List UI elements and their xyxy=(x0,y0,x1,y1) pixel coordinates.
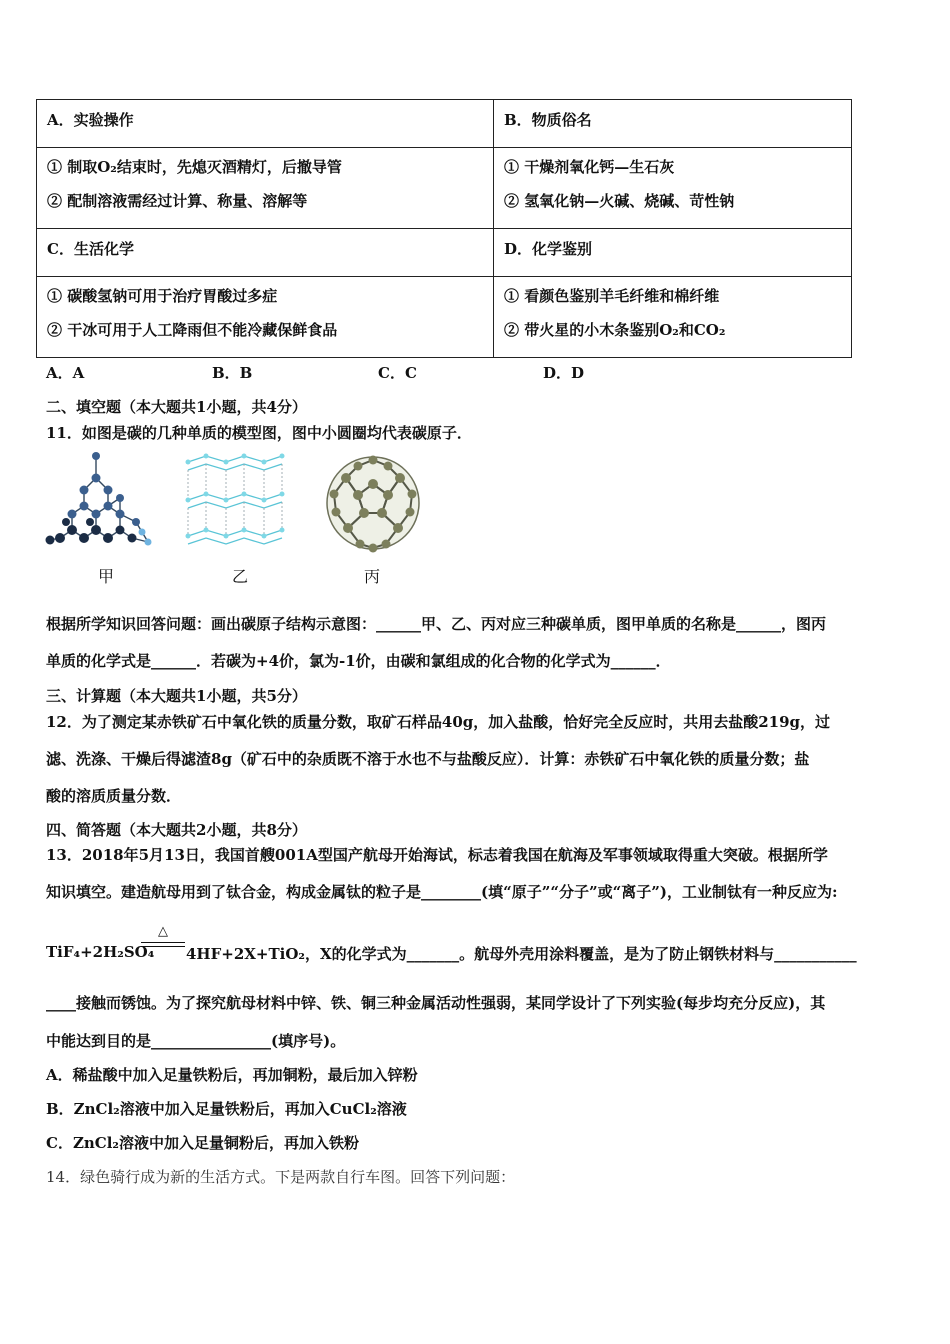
q13-option-a: A．稀盐酸中加入足量铁粉后，再加铜粉，最后加入锌粉 xyxy=(46,1066,418,1084)
option-a-header: A．实验操作 xyxy=(37,100,494,148)
q13-equation-left: TiF₄+2H₂SO₄ xyxy=(46,943,155,961)
caption-jia: 甲 xyxy=(98,567,115,586)
option-c-header: C．生活化学 xyxy=(37,229,494,277)
graphite-model-figure xyxy=(180,448,290,558)
q13-equation-right: 4HF+2X+TiO₂，X的化学式为_______。航母外壳用涂料覆盖，是为了防止钢铁材料与___________ xyxy=(186,945,857,963)
heat-condition-symbol: △ xyxy=(158,924,168,939)
diamond-model-figure xyxy=(44,448,154,558)
option-d-header: D．化学鉴别 xyxy=(494,229,852,277)
section-heading-short-answer: 四、简答题（本大题共2小题，共8分） xyxy=(46,821,307,839)
choice-d: D．D xyxy=(543,364,585,382)
option-c-body: ① 碳酸氢钠可用于治疗胃酸过多症 ② 干冰可用于人工降雨但不能冷藏保鲜食品 xyxy=(37,277,494,358)
option-d-body: ① 看颜色鉴别羊毛纤维和棉纤维 ② 带火星的小木条鉴别O₂和CO₂ xyxy=(494,277,852,358)
options-table xyxy=(36,99,852,358)
section-heading-calculation: 三、计算题（本大题共1小题，共5分） xyxy=(46,687,307,705)
q13-line2: 知识填空。建造航母用到了钛合金，构成金属钛的粒子是________(填“原子”“分子”或“离子”)，工业制钛有一种反应为: xyxy=(46,883,838,901)
option-a-body: ① 制取O₂结束时，先熄灭酒精灯，后撤导管 ② 配制溶液需经过计算、称量、溶解等 xyxy=(37,148,494,229)
q13-line5: 中能达到目的是________________(填序号)。 xyxy=(46,1032,346,1050)
option-b-header: B．物质俗名 xyxy=(494,100,852,148)
q11-question-line1: 根据所学知识回答问题：画出碳原子结构示意图：______甲、乙、丙对应三种碳单质，图甲单质的名称是______，图丙 xyxy=(46,615,827,633)
q13-option-b: B．ZnCl₂溶液中加入足量铁粉后，再加入CuCl₂溶液 xyxy=(46,1100,407,1118)
q13-line4: ____接触而锈蚀。为了探究航母材料中锌、铁、铜三种金属活动性强弱，某同学设计了下列实验(每步均充分反应)，其 xyxy=(46,994,826,1012)
c60-model-figure xyxy=(318,448,428,558)
choice-c: C．C xyxy=(378,364,417,382)
q12-line1: 12．为了测定某赤铁矿石中氧化铁的质量分数，取矿石样品40g，加入盐酸，恰好完全反应时，共用去盐酸219g，过 xyxy=(46,713,831,731)
q13-line1: 13．2018年5月13日，我国首艘001A型国产航母开始海试，标志着我国在航海及军事领域取得重大突破。根据所学 xyxy=(46,846,828,864)
q12-line3: 酸的溶质质量分数． xyxy=(46,787,182,805)
q14-stem: 14．绿色骑行成为新的生活方式。下是两款自行车图。回答下列问题： xyxy=(46,1168,516,1186)
q12-line2: 滤、洗涤、干燥后得滤渣8g（矿石中的杂质既不溶于水也不与盐酸反应）．计算：赤铁矿石中氧化铁的质量分数；盐 xyxy=(46,750,810,768)
q11-stem: 11．如图是碳的几种单质的模型图，图中小圆圈均代表碳原子． xyxy=(46,424,472,442)
q11-question-line2: 单质的化学式是______．若碳为+4价，氯为-1价，由碳和氯组成的化合物的化学式为______． xyxy=(46,652,671,670)
caption-yi: 乙 xyxy=(232,567,249,586)
choice-b: B．B xyxy=(212,364,253,382)
reaction-arrow xyxy=(141,942,185,947)
section-heading-fill-in: 二、填空题（本大题共1小题，共4分） xyxy=(46,398,307,416)
choice-a: A．A xyxy=(46,364,85,382)
q13-option-c: C．ZnCl₂溶液中加入足量铜粉后，再加入铁粉 xyxy=(46,1134,360,1152)
caption-bing: 丙 xyxy=(364,567,381,586)
option-b-body: ① 干燥剂氧化钙—生石灰 ② 氢氧化钠—火碱、烧碱、苛性钠 xyxy=(494,148,852,229)
